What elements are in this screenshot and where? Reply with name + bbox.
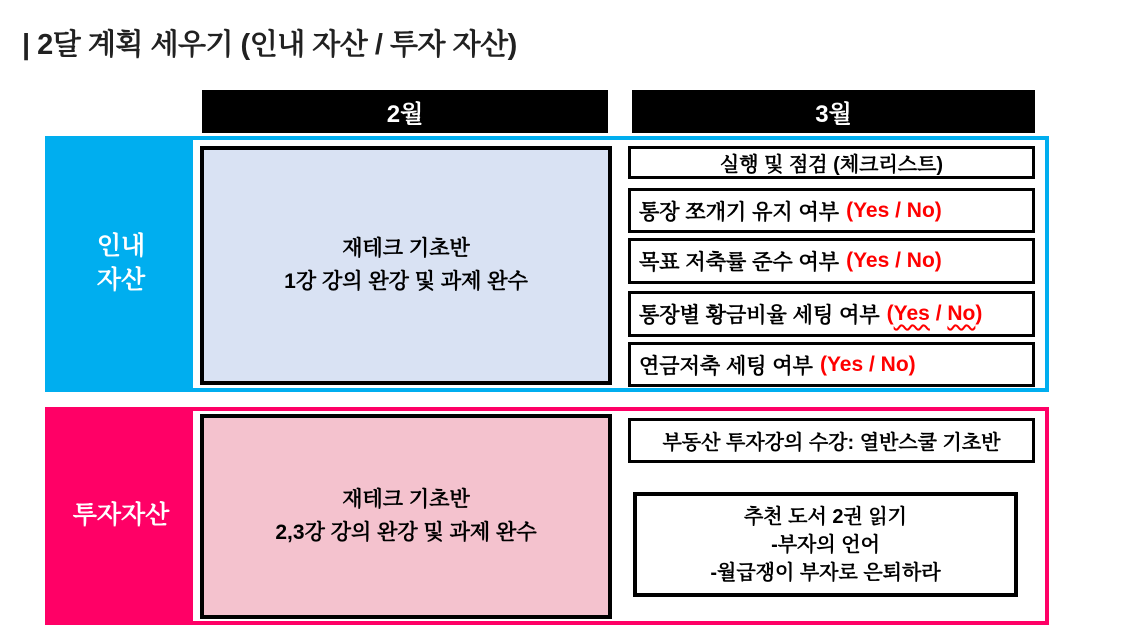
march-item-book-reading xyxy=(633,492,1018,597)
row-label-line: 인내 xyxy=(96,232,146,261)
column-header-march: 3월 xyxy=(632,90,1035,133)
yes-no-answer xyxy=(887,302,983,326)
yes-no-answer: (Yes / No) xyxy=(846,198,942,222)
march-item-real-estate-course xyxy=(628,418,1035,463)
february-task-box-investment xyxy=(200,414,612,619)
answer-close-paren: ) xyxy=(975,302,983,325)
task-line: 재테크 기초반 xyxy=(342,236,470,260)
row-investment-assets xyxy=(45,407,1049,625)
march-item-label: 실행 및 점검 (체크리스트) xyxy=(719,154,944,176)
task-line: 재테크 기초반 xyxy=(342,487,470,511)
row-label-line: 자산 xyxy=(96,266,146,294)
row-patience-assets xyxy=(45,136,1049,392)
row-label-patience-assets xyxy=(49,140,193,388)
march-item-pension-savings xyxy=(628,342,1035,387)
march-item-account-split xyxy=(628,188,1035,233)
answer-yes: Yes xyxy=(893,302,930,325)
row-label-line: 투자자산 xyxy=(72,501,170,530)
march-item-execute-check xyxy=(628,146,1035,179)
answer-open-paren: ( xyxy=(886,302,894,325)
task-line: 1강 강의 완강 및 과제 완수 xyxy=(284,269,528,293)
book-line: -부자의 언어 xyxy=(771,534,880,556)
book-line: -월급쟁이 부자로 은퇴하라 xyxy=(710,562,941,584)
february-task-box-patience xyxy=(200,146,612,385)
book-line: 추천 도서 2권 읽기 xyxy=(743,506,908,528)
yes-no-answer: (Yes / No) xyxy=(819,352,916,376)
march-item-label: 통장 쪼개기 유지 여부 xyxy=(639,200,840,224)
yes-no-answer: (Yes / No) xyxy=(846,249,942,272)
task-line: 2,3강 강의 완강 및 과제 완수 xyxy=(275,520,537,544)
answer-no: No xyxy=(947,302,976,325)
march-item-golden-ratio xyxy=(628,291,1035,337)
march-item-label: 목표 저축률 준수 여부 xyxy=(639,251,840,274)
march-item-label: 부동산 투자강의 수강: 열반스쿨 기초반 xyxy=(662,432,1001,454)
column-header-february: 2월 xyxy=(202,90,608,133)
page-title: | 2달 계획 세우기 (인내 자산 / 투자 자산) xyxy=(22,29,517,61)
march-item-label: 연금저축 세팅 여부 xyxy=(639,354,813,378)
march-item-savings-rate xyxy=(628,238,1035,284)
answer-separator: / xyxy=(929,302,948,325)
row-label-investment-assets xyxy=(49,411,193,621)
march-item-label: 통장별 황금비율 세팅 여부 xyxy=(639,304,880,327)
